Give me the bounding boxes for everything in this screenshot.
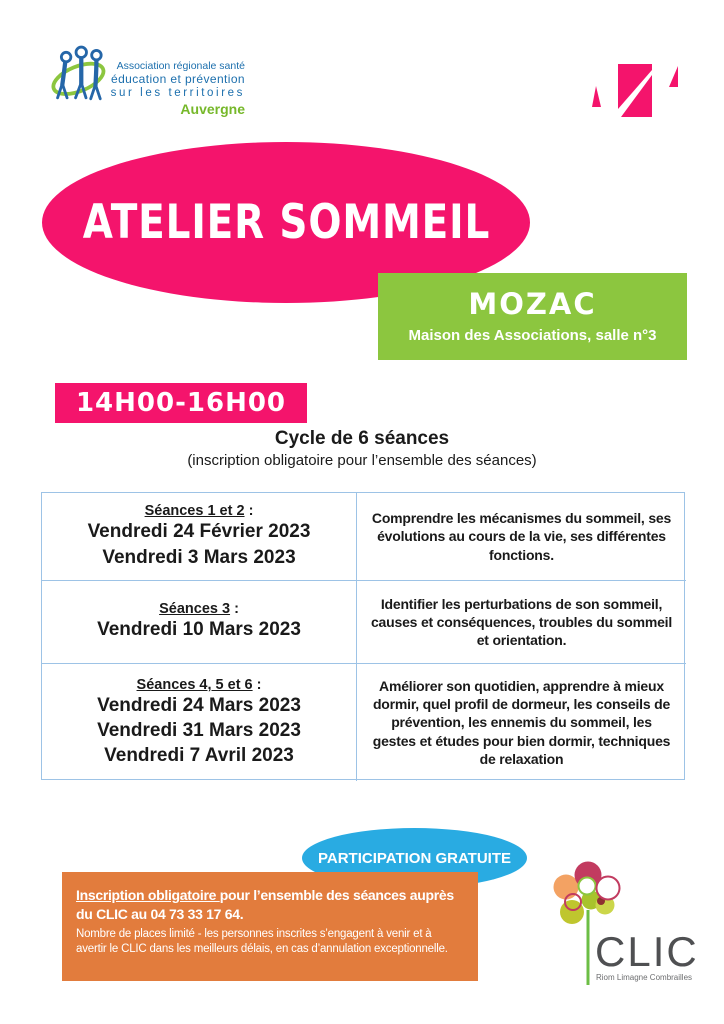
- table-row-3-description: [357, 664, 686, 781]
- association-name: [110, 60, 245, 118]
- session-date: Vendredi 3 Mars 2023: [102, 546, 296, 568]
- session-label: [137, 677, 262, 693]
- location-venue: Maison des Associations, salle n°3: [408, 326, 657, 344]
- registration-emphasis: Inscription obligatoire: [76, 887, 220, 903]
- session-label-colon: :: [252, 676, 262, 693]
- association-name-line2: éducation et prévention: [111, 72, 245, 87]
- table-row-1-description: [357, 493, 686, 581]
- session-label: [145, 503, 254, 519]
- session-date: Vendredi 10 Mars 2023: [97, 619, 301, 641]
- association-logo: [50, 38, 260, 130]
- session-description: Améliorer son quotidien, apprendre à mieux dormir, quel profil de dormeur, les conseils de prévention, les ennemis du sommeil, les gestes et études pour bien dormir, techniques de relaxation: [372, 678, 671, 767]
- session-date: Vendredi 24 Février 2023: [87, 521, 311, 543]
- cycle-heading: Cycle de 6 séances: [274, 428, 450, 449]
- registration-rest: pour l’ensemble des séances auprès du CLIC au 04 73 33 17 64.: [76, 887, 454, 922]
- table-row-2-sessions: [42, 581, 357, 664]
- time-banner: [55, 383, 307, 423]
- cycle-note: (inscription obligatoire pour l’ensemble des séances): [187, 452, 537, 469]
- location-city: MOZAC: [468, 287, 597, 322]
- sessions-table: [41, 492, 685, 780]
- clic-subtitle: Riom Limagne Combrailles: [596, 973, 693, 982]
- registration-main: [76, 886, 464, 924]
- registration-note: Nombre de places limité - les personnes inscrites s’engagent à venir et à avertir le CLIC dans les meilleurs délais, en cas d’annulation exceptionnelle.: [76, 927, 448, 955]
- session-date: Vendredi 31 Mars 2023: [97, 719, 301, 741]
- participation-label: PARTICIPATION GRATUITE: [317, 849, 512, 867]
- session-label-text: Séances 4, 5 et 6: [136, 676, 253, 693]
- location-banner: [378, 273, 687, 360]
- clic-logo: [540, 852, 715, 992]
- registration-box: [62, 872, 478, 981]
- association-name-line3: sur les territoires: [110, 86, 245, 99]
- clic-name: CLIC: [595, 928, 699, 975]
- session-date: Vendredi 24 Mars 2023: [97, 694, 301, 716]
- session-label-text: Séances 3: [159, 601, 231, 618]
- session-label-colon: :: [230, 601, 239, 618]
- session-description: Identifier les perturbations de son sommeil, causes et conséquences, troubles du sommeil et orientation.: [370, 595, 673, 649]
- session-label-colon: :: [244, 503, 254, 520]
- session-date: Vendredi 7 Avril 2023: [104, 745, 294, 767]
- page-title: ATELIER SOMMEIL: [82, 195, 490, 250]
- time-slot: 14H00-16H00: [75, 388, 287, 418]
- session-label-text: Séances 1 et 2: [144, 503, 245, 520]
- table-row-3-sessions: [42, 664, 357, 781]
- association-name-line1: Association régionale santé: [116, 60, 245, 72]
- brand-mark-icon: [592, 64, 682, 119]
- session-description: Comprendre les mécanismes du sommeil, ses évolutions au cours de la vie, ses différentes fonctions.: [371, 510, 672, 563]
- session-label: [159, 601, 239, 617]
- table-row-2-description: [357, 581, 686, 664]
- table-row-1-sessions: [42, 493, 357, 581]
- association-region: Auvergne: [180, 101, 245, 118]
